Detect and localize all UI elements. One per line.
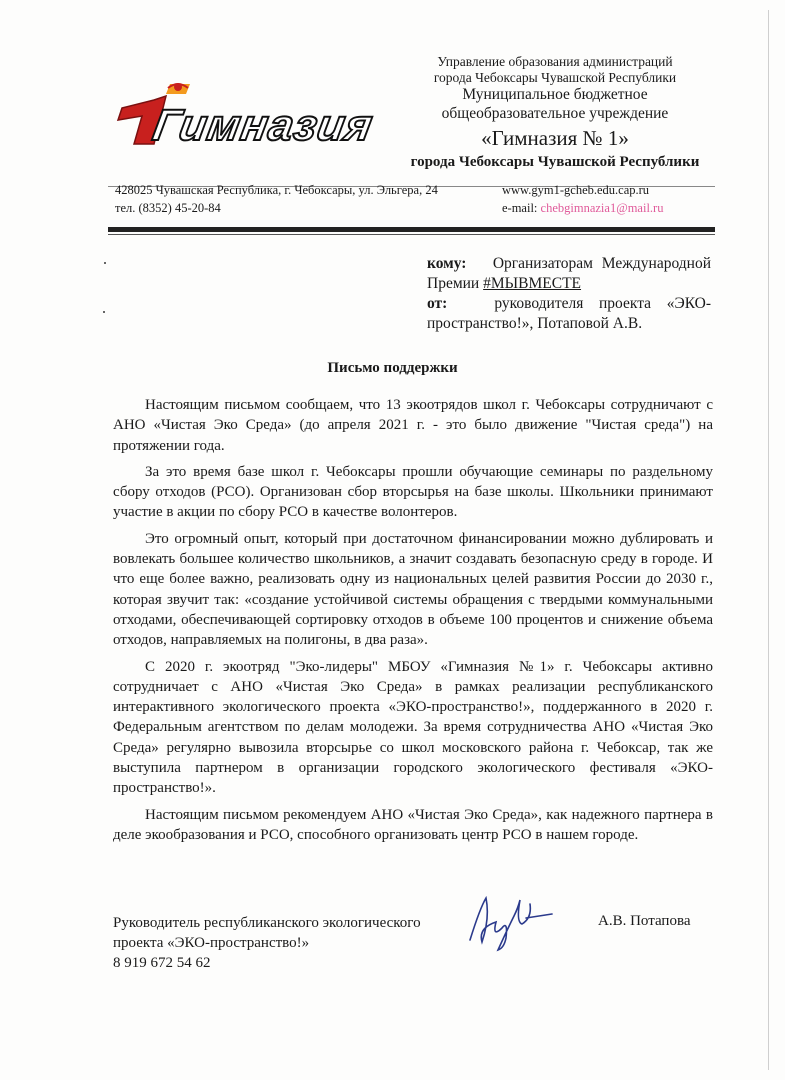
signer-position — [113, 913, 421, 973]
org-line4: общеобразовательное учреждение — [441, 104, 669, 122]
logo-emblem-icon — [166, 83, 190, 94]
email-link[interactable]: chebgimnazia1@mail.ru — [540, 201, 664, 215]
header-divider-thick — [108, 227, 715, 232]
scan-edge — [768, 10, 769, 1070]
letter-title: Письмо поддержки — [327, 360, 458, 376]
from-text: руководителя проекта «ЭКО-пространство!», Потаповой А.В. — [427, 295, 712, 332]
logo-text: Гимназия — [149, 101, 374, 150]
handwritten-signature — [456, 878, 556, 958]
org-city: города Чебоксары Чувашской Республики — [410, 153, 700, 170]
to-hashtag: #МЫВМЕСТЕ — [483, 275, 582, 292]
paragraph: За это время базе школ г. Чебоксары прошли обучающие семинары по раздельному сбору отходов (РСО). Организован сбор вторсырья на базе школы. Школьники принимают участие в акции по сбору РСО в качестве волонтеров. — [113, 463, 713, 521]
org-line3: Муниципальное бюджетное — [462, 86, 648, 104]
header-divider-double — [108, 234, 715, 235]
address: 428025 Чувашская Республика, г. Чебоксары, ул. Эльгера, 24 — [115, 183, 438, 197]
website-link[interactable]: www.gym1-gcheb.edu.cap.ru — [502, 183, 650, 197]
org-line2: города Чебоксары Чувашской Республики — [433, 70, 677, 86]
org-name: «Гимназия № 1» — [481, 125, 629, 150]
to-label: кому: — [427, 255, 467, 272]
signer-name: А.В. Потапова — [598, 913, 691, 929]
from-label: от: — [427, 295, 448, 312]
letter-body — [113, 395, 713, 851]
to-text: Организаторам Международной Премии — [427, 255, 712, 292]
org-line1: Управление образования администраций — [437, 54, 673, 69]
position-line2: проекта «ЭКО-пространство!» — [113, 935, 310, 951]
scan-speck — [103, 311, 105, 313]
logo-graphic — [108, 78, 374, 150]
email-label: e-mail: — [502, 201, 541, 215]
paragraph: Настоящим письмом рекомендуем АНО «Чистая Эко Среда», как надежного партнера в деле экообразования и РСО, способного организовать центр РСО в нашем городе. — [113, 806, 713, 843]
phone: тел. (8352) 45-20-84 — [115, 201, 221, 215]
school-logo — [108, 78, 374, 150]
paragraph: Настоящим письмом сообщаем, что 13 экоотрядов школ г. Чебоксары сотрудничают с АНО «Чистая Эко Среда» (до апреля 2021 г. - это было движение "Чистая среда") на протяжении года. — [113, 397, 713, 454]
scan-speck — [104, 262, 106, 264]
org-header — [395, 54, 715, 171]
paragraph: Это огромный опыт, который при достаточном финансировании можно дублировать и вовлекать большее количество школьников, а значит создавать безопасную среду в городе. И что еще более важно, реализовать одну из национальных целей развития России до 2030 г., которая звучит так: «создание устойчивой системы обращения с твердыми коммунальными отходами, обеспечивающей сортировку отходов в объеме 100 процентов и снижение объема отходов, направляемых на полигоны, в два раза». — [113, 530, 713, 649]
addressee-block — [427, 254, 711, 334]
position-line1: Руководитель республиканского экологического — [113, 915, 421, 931]
signer-phone: 8 919 672 54 62 — [113, 955, 211, 971]
paragraph: С 2020 г. экоотряд "Эко-лидеры" МБОУ «Гимназия №1» г. Чебоксары активно сотрудничает с АНО «Чистая Эко Среда» в рамках реализации республиканского интерактивного экологического проекта «ЭКО-пространство!», поддержанного в 2020 г. Федеральным агентством по делам молодежи. За время сотрудничества АНО «Чистая Эко Среда» регулярно вывозила вторсырье со школ московского района г. Чебоксар, так же выступила партнером в организации городского экологического фестиваля «ЭКО-пространство!». — [113, 658, 713, 797]
